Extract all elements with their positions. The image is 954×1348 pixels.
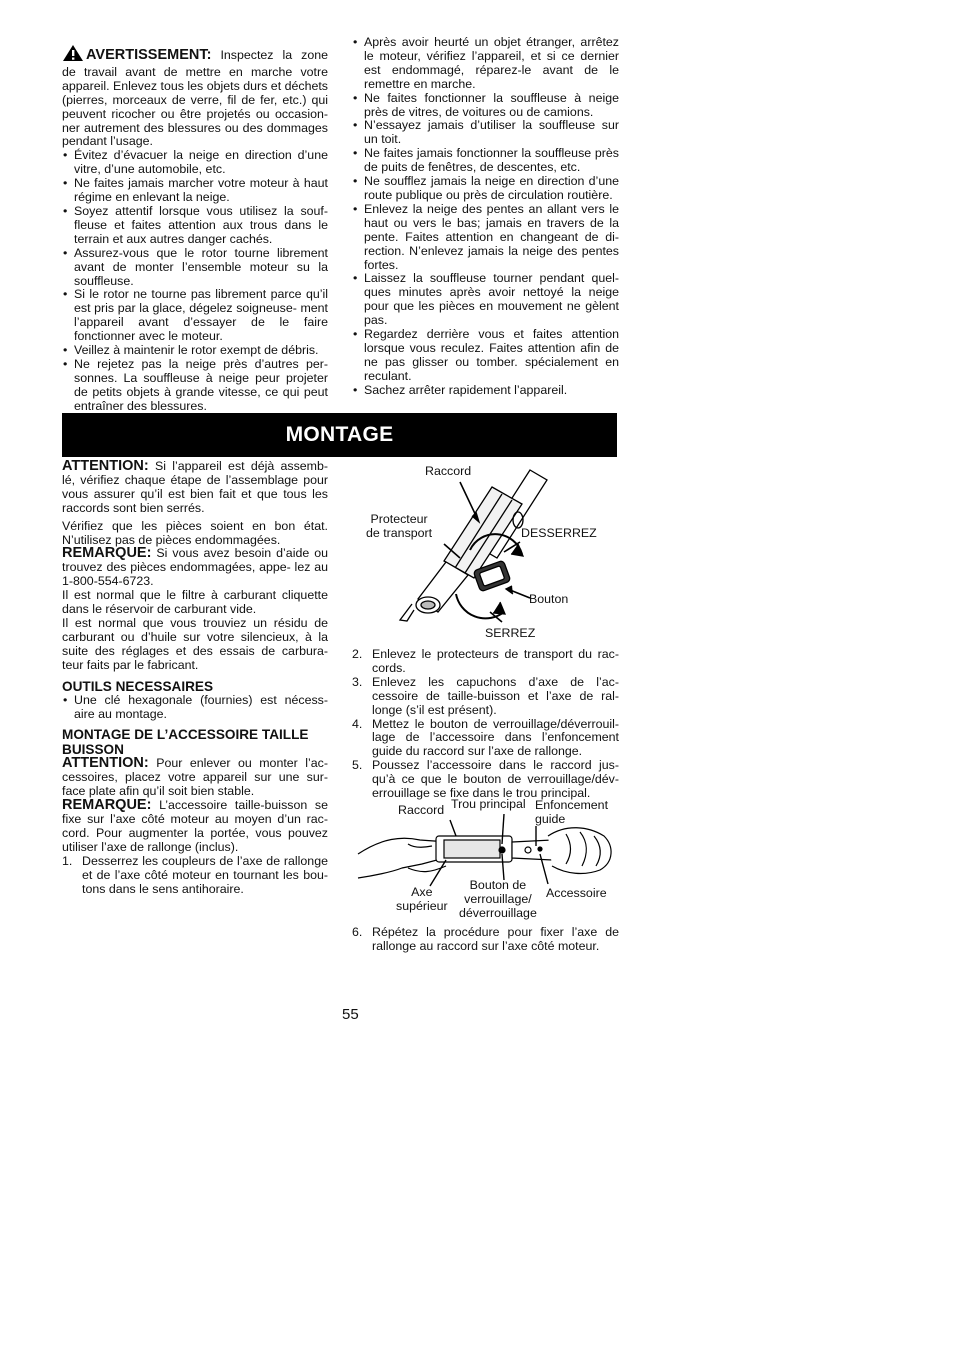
step-item xyxy=(352,648,619,676)
steps-list-6 xyxy=(352,926,619,954)
fig2-label-axe: Axe supérieur xyxy=(396,885,448,913)
list-item: • Soyez attentif lorsque vous utilisez la souf- fleuse et faites attention aux trous dans le terrain et aux autres danger cachés. xyxy=(62,205,328,247)
warning-bullets-left xyxy=(62,149,328,413)
list-item: • Ne faites jamais fonctionner la souffleuse près de puits de fenêtres, de descentes, etc. xyxy=(352,147,619,175)
list-item: • Après avoir heurté un objet étranger, arrêtez le moteur, vérifiez l’appareil, et si ce dernier est endommagé, réparez-le avant de le remettre en marche. xyxy=(352,36,619,92)
remarque2-text: L’accessoire taille-buisson se fixe sur l’axe côté moteur au moyen d’un rac- cord. Pour augmenter la portée, vous pouvez utiliser l’axe de rallonge (inclus). xyxy=(62,798,328,854)
step-item xyxy=(352,759,619,801)
step-text: Desserrez les coupleurs de l’axe de rallonge et de l’axe côté moteur en tournant les bou- tons dans le sens antihoraire. xyxy=(82,853,328,896)
attention-label: ATTENTION: xyxy=(62,458,149,474)
warning-label: AVERTISSEMENT: xyxy=(86,47,212,63)
steps-list-left xyxy=(62,855,328,897)
montage-column-right xyxy=(352,648,619,801)
remarque-text: Si vous avez besoin d’aide ou trouvez des pièces endommagées, appe- lez au 1-800-554-6723. xyxy=(62,546,328,589)
coupler-figure xyxy=(352,462,619,642)
warning-column-left xyxy=(62,44,328,414)
remarque2-paragraph xyxy=(62,799,328,855)
page-number: 55 xyxy=(342,1006,359,1023)
step-6-block xyxy=(352,926,619,954)
fig1-label-desserrez: DESSERREZ xyxy=(521,526,597,540)
warning-intro xyxy=(62,44,328,149)
fig1-label-serrez: SERREZ xyxy=(485,626,536,640)
normal-filter-text: Il est normal que le filtre à carburant cliquette dans le réservoir de carburant vide. xyxy=(62,588,328,617)
step-6-text: Répétez la procédure pour fixer l’axe de rallonge au raccord sur l’axe côté moteur. xyxy=(372,925,619,953)
fig2-label-accessoire: Accessoire xyxy=(546,886,607,900)
list-item: • Ne soufflez jamais la neige en direction d’une route publique ou près de circulation routière. xyxy=(352,175,619,203)
list-item: • Ne rejetez pas la neige près d’autres per- sonnes. La souffleuse à neige peur projeter de petits objets à grande vitesse, ce qui peut entraîner des blessures. xyxy=(62,358,328,414)
list-item: • Ne faites fonctionner la souffleuse à neige près de vitres, de voitures ou de camions. xyxy=(352,92,619,120)
list-item: • Laissez la souffleuse tourner pendant quel- ques minutes après avoir nettoyé la neige pour que les pièces en mouvement ne gèlent pas. xyxy=(352,272,619,328)
warning-intro-text: Inspectez la zone de travail avant de mettre en marche votre appareil. Enlevez tous les objets durs et déchets (pierres, morceaux de verre, fil de fer, etc.) qui peuvent ricocher ou être projetés ou occasion- ner autrement des blessures ou des dommages pendant l’usage. xyxy=(62,48,328,149)
attachment-figure xyxy=(352,796,619,924)
fig2-label-enfoncement: Enfoncement guide xyxy=(535,798,609,826)
attention2-text: Pour enlever ou monter l’ac- cessoires, placez votre appareil sur une sur- face plate afin qu’il soit bien stable. xyxy=(62,756,328,799)
attention2-label: ATTENTION: xyxy=(62,755,149,772)
fig1-label-bouton: Bouton xyxy=(529,592,569,606)
fig2-label-trou: Trou principal xyxy=(451,797,526,811)
warning-column-right xyxy=(352,36,619,398)
list-item: • Évitez d’évacuer la neige en direction d’une vitre, d’une automobile, etc. xyxy=(62,149,328,177)
attention2-paragraph xyxy=(62,757,328,799)
step-item xyxy=(352,718,619,760)
tools-list xyxy=(62,694,328,722)
fig1-label-protecteur: Protecteur de transport xyxy=(366,512,433,540)
step-text: Enlevez le protecteurs de transport du rac- cords. xyxy=(372,647,619,675)
list-item: • Ne faites jamais marcher votre moteur à haut régime en enlevant la neige. xyxy=(62,177,328,205)
list-item: • Regardez derrière vous et faites attention lorsque vous reculez. Faites attention afin de ne pas glisser ou tomber. spécialement en reculant. xyxy=(352,328,619,384)
step-item xyxy=(352,676,619,718)
remarque-label: REMARQUE: xyxy=(62,545,152,562)
fig2-label-raccord: Raccord xyxy=(398,803,445,817)
remarque-paragraph xyxy=(62,547,328,589)
coupler-illustration xyxy=(352,462,619,642)
warning-bullets-right xyxy=(352,36,619,398)
step-item xyxy=(62,855,328,897)
montage-column-left xyxy=(62,460,328,896)
step-text: Poussez l’accessoire dans le raccord jus- qu’à ce que le bouton de verrouillage/dév- errouillage se fixe dans le trou principal. xyxy=(372,758,619,801)
warning-triangle-icon xyxy=(62,44,84,66)
attention-paragraph xyxy=(62,460,328,516)
section-banner: MONTAGE xyxy=(62,413,617,457)
tools-heading: OUTILS NECESSAIRES xyxy=(62,678,214,694)
fig2-label-bouton: Bouton de verrouillage/ déverrouillage xyxy=(459,878,537,920)
check-parts-text: Vérifiez que les pièces soient en bon état. N’utilisez pas de pièces endommagées. xyxy=(62,518,328,547)
list-item: • Une clé hexagonale (fournies) est nécess- aire au montage. xyxy=(62,694,328,722)
step-text: Mettez le bouton de verrouillage/déverrouil- lage de l’accessoire dans l’enfoncement guide du raccord sur l’axe de rallonge. xyxy=(372,716,619,759)
step-text: Enlevez les capuchons d’axe de l’ac- cessoire de taille-buisson et l’axe de ral- longe (s’il est présent). xyxy=(372,674,619,717)
normal-residue-text: Il est normal que vous trouviez un résidu de carburant ou d’huile sur votre silencieux, à la suite des réglages et des essais de carbura- teur faits par le fabricant. xyxy=(62,615,328,672)
list-item: • Si le rotor ne tourne pas librement parce qu’il est pris par la glace, dégelez soigneuse- ment l’appareil avant d’essayer de le faire fonctionner avec le moteur. xyxy=(62,288,328,344)
list-item: • Assurez-vous que le rotor tourne librement avant de monter l’ensemble moteur su la souffleuse. xyxy=(62,247,328,289)
list-item: • N’essayez jamais d’utiliser la souffleuse sur un toit. xyxy=(352,119,619,147)
list-item: • Sachez arrêter rapidement l’appareil. xyxy=(352,384,619,398)
list-item: • Enlevez la neige des pentes an allant vers le haut ou vers le bas; jamais en travers de la pente. Faites attention en changeant de di- rection. N’enlevez jamais la neige des pentes fortes. xyxy=(352,203,619,273)
list-item: • Veillez à maintenir le rotor exempt de débris. xyxy=(62,344,328,358)
step-6 xyxy=(352,926,619,954)
fig1-label-raccord: Raccord xyxy=(425,464,472,478)
accessory-heading: MONTAGE DE L’ACCESSOIRE TAILLE BUISSON xyxy=(62,727,309,758)
attention-text: Si l’appareil est déjà assemb- lé, vérifiez chaque étape de l’assemblage pour vous assurer qu’il est bien fait et que tous les raccords sont bien serrés. xyxy=(62,459,328,515)
remarque2-label: REMARQUE: xyxy=(62,797,152,814)
steps-list-right xyxy=(352,648,619,801)
